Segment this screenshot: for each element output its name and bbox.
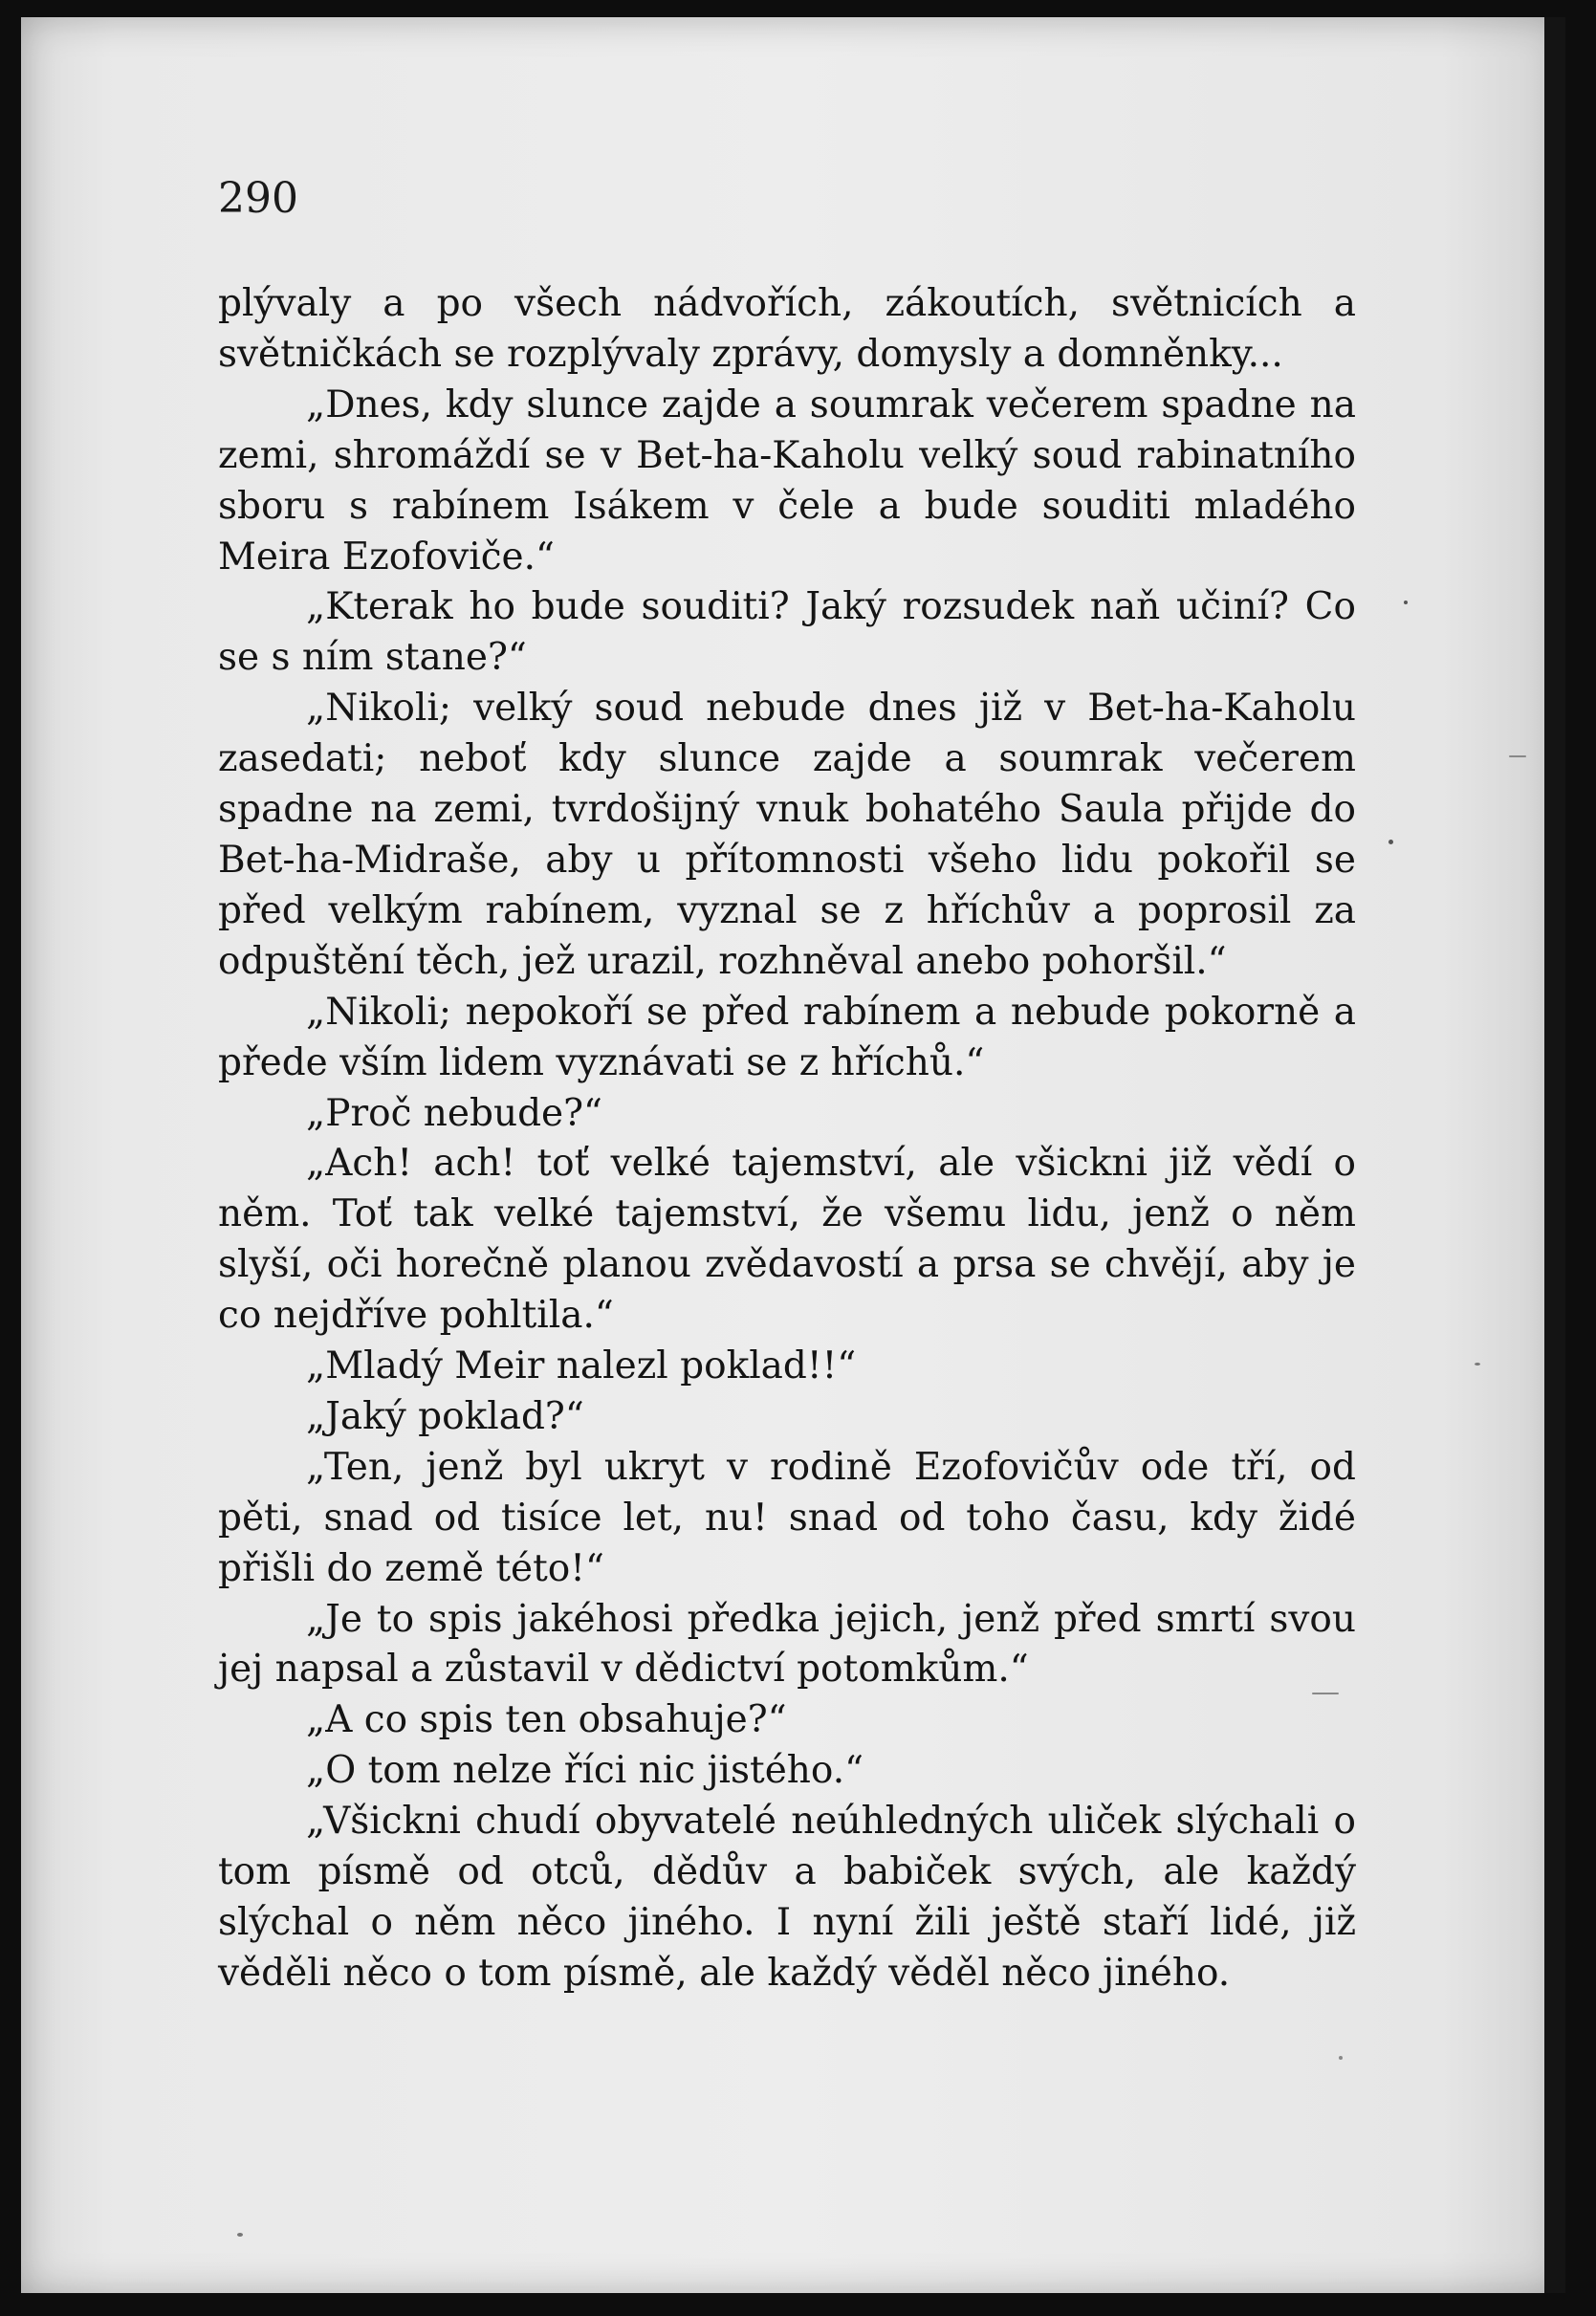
- paragraph: „Jaký poklad?“: [306, 1394, 584, 1438]
- body-text: [218, 279, 1356, 1999]
- scan-speck: [1339, 2056, 1343, 2060]
- paragraph: plývaly a po všech nádvořích, zákoutích, světnicích a světničkách se rozplývaly zprávy, domysly a domněnky...: [218, 282, 1356, 376]
- scan-speck: [237, 2233, 243, 2237]
- page-edge-shadow: [1544, 17, 1565, 2293]
- paragraph: „Nikoli; velký soud nebude dnes již v Bet-ha-Kaholu zasedati; neboť kdy slunce zajde a soumrak večerem spadne na zemi, tvrdošijný vnuk bohatého Saula přijde do Bet-ha-Midraše, aby u přítomnosti všeho lidu pokořil se před velkým rabínem, vyznal se z hříchův a poprosil za odpuštění těch, jež urazil, rozhněval anebo pohoršil.“: [218, 687, 1356, 983]
- paragraph: „Proč nebude?“: [306, 1091, 602, 1135]
- scan-speck: [1509, 755, 1526, 757]
- scan-speck: [1388, 840, 1393, 844]
- paragraph: „Ten, jenž byl ukryt v rodině Ezofovičův ode tří, od pěti, snad od tisíce let, nu! snad od toho času, kdy židé přišli do země této!“: [218, 1445, 1356, 1590]
- page-number: 290: [218, 174, 298, 223]
- scan-speck: [1404, 601, 1408, 604]
- paragraph: „Je to spis jakéhosi předka jejich, jenž před smrtí svou jej napsal a zůstavil v dědictví potomkům.“: [218, 1597, 1356, 1692]
- paragraph: „Mladý Meir nalezl poklad!!“: [306, 1344, 857, 1388]
- paragraph: „Dnes, kdy slunce zajde a soumrak večerem spadne na zemi, shromáždí se v Bet-ha-Kaholu velký soud rabinatního sboru s rabínem Isákem v čele a bude souditi mladého Meira Ezofoviče.“: [218, 382, 1356, 579]
- paragraph: „Kterak ho bude souditi? Jaký rozsudek naň učiní? Co se s ním stane?“: [218, 585, 1356, 680]
- paragraph: „A co spis ten obsahuje?“: [306, 1698, 787, 1742]
- paragraph: „Nikoli; nepokoří se před rabínem a nebude pokorně a přede vším lidem vyznávati se z hříchů.“: [218, 990, 1356, 1084]
- paragraph: „Ach! ach! toť velké tajemství, ale všickni již vědí o něm. Toť tak velké tajemství, že všemu lidu, jenž o něm slyší, oči horečně planou zvědavostí a prsa se chvějí, aby je co nejdříve pohltila.“: [218, 1142, 1356, 1338]
- paragraph: „O tom nelze říci nic jistého.“: [306, 1749, 864, 1793]
- scan-speck: [1475, 1363, 1480, 1366]
- scan-speck: [1312, 1693, 1339, 1694]
- paragraph: „Všickni chudí obyvatelé neúhledných uliček slýchali o tom písmě od otců, dědův a babiček svých, ale každý slýchal o něm něco jiného. I nyní žili ještě staří lidé, již věděli něco o tom písmě, ale každý věděl něco jiného.: [218, 1800, 1356, 1995]
